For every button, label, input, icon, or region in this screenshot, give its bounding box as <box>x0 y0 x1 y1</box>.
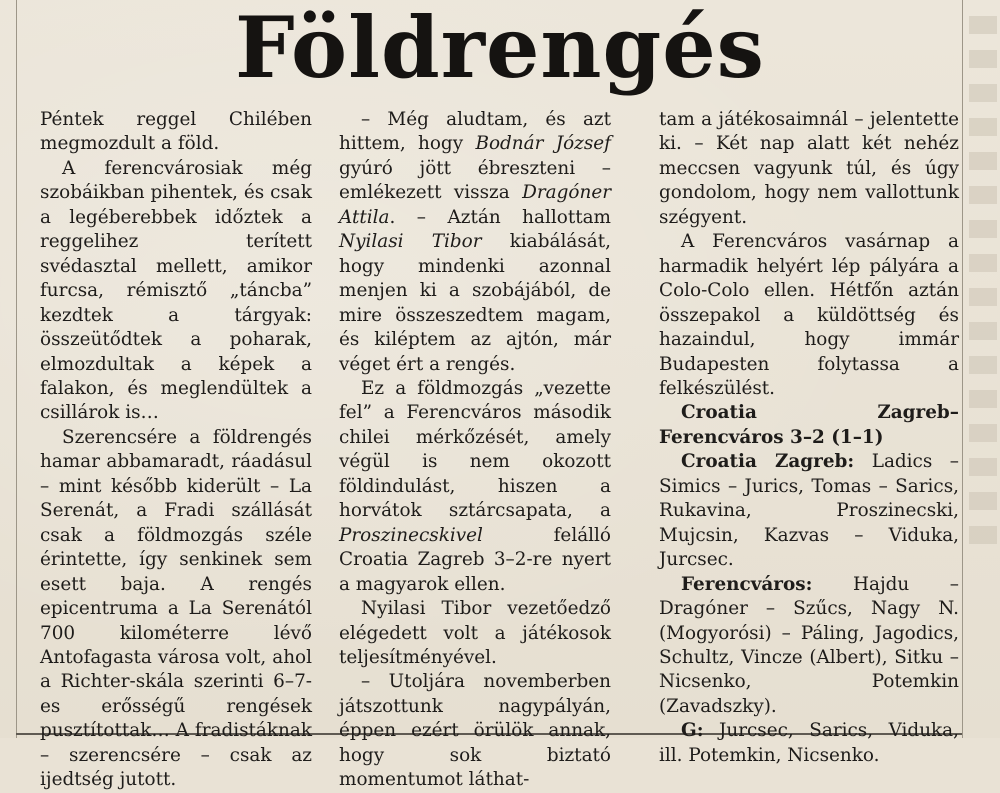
adjacent-column-edge <box>962 0 1000 738</box>
paragraph: – Utoljára novemberben játszottunk nagypályán, éppen ezért örülök annak, hogy sok biztató momentumot láthat- <box>339 671 611 791</box>
paragraph: Péntek reggel Chilében megmozdult a föld. <box>40 109 312 155</box>
goalscorers: G: Jurcsec, Sarics, Viduka, ill. Potemkin, Nicsenko. <box>659 720 959 766</box>
headline: Földrengés <box>235 0 765 97</box>
paragraph: – Még aludtam, és azt hittem, hogy Bodnár József gyúró jött ébreszteni – emlékezett vissza Dragóner Attila. – Aztán hallottam Nyilasi Tibor kiabálását, hogy mindenki azonnal menjen ki a szobájából, de mire összeszedtem magam, és kiléptem az ajtón, már véget ért a rengés. <box>339 109 611 375</box>
left-column-rule <box>16 0 17 738</box>
article-column-3 <box>659 108 959 766</box>
paragraph: Ez a földmozgás „vezette fel” a Ferencváros második chilei mérkőzését, amely végül is nem okozott földindulást, hiszen a horvátok sztárcsapata, a Proszinecskivel felálló Croatia Zagreb 3–2-re nyert a magyarok ellen. <box>339 377 611 595</box>
article-column-2 <box>339 108 611 791</box>
paragraph: A ferencvárosiak még szobáikban pihentek, és csak a legéberebbek időztek a reggelihez terített svédasztal mellett, amikor furcsa, rémisztő „táncba” kezdtek a tárgyak: összeütődtek a poharak, elmozdultak a képek a falakon, és meglendültek a csillárok is… <box>40 157 312 424</box>
paragraph: Nyilasi Tibor vezetőedző elégedett volt a játékosok teljesítményével. <box>339 598 611 668</box>
match-result: Croatia Zagreb–Ferencváros 3–2 (1–1) <box>659 402 959 448</box>
lineup-ferencvaros: Ferencváros: Hajdu – Dragóner – Szűcs, Nagy N. (Mogyorósi) – Páling, Jagodics, Schultz, Vincze (Albert), Sitku – Nicsenko, Potemkin (Zavadszky). <box>659 573 959 717</box>
article-column-1 <box>40 108 312 791</box>
paragraph: A Ferencváros vasárnap a harmadik helyért lép pályára a Colo-Colo ellen. Hétfőn aztán összepakol a küldöttség és hazaindul, hogy immár Budapesten folytassa a felkészülést. <box>659 231 959 399</box>
lineup-croatia: Croatia Zagreb: Ladics – Simics – Jurics, Tomas – Sarics, Rukavina, Proszinecski, Mujcsin, Kazvas – Viduka, Jurcsec. <box>659 451 959 571</box>
paragraph: Szerencsére a földrengés hamar abbamaradt, ráadásul – mint később kiderült – La Serenát, a Fradi szállását csak a földmozgás széle érintette, így senkinek sem esett baja. A rengés epicentruma a La Serenától 700 kilométerre lévő Antofagasta városa volt, ahol a Richter-skála szerinti 6–7-es erősségű rengések pusztítottak… A fradistáknak – szerencsére – csak az ijedtség jutott. <box>40 426 312 791</box>
paragraph: tam a játékosaimnál – jelentette ki. – Két nap alatt két nehéz meccsen vagyunk túl, és úgy gondolom, hogy nem vallottunk szégyent. <box>659 109 959 228</box>
